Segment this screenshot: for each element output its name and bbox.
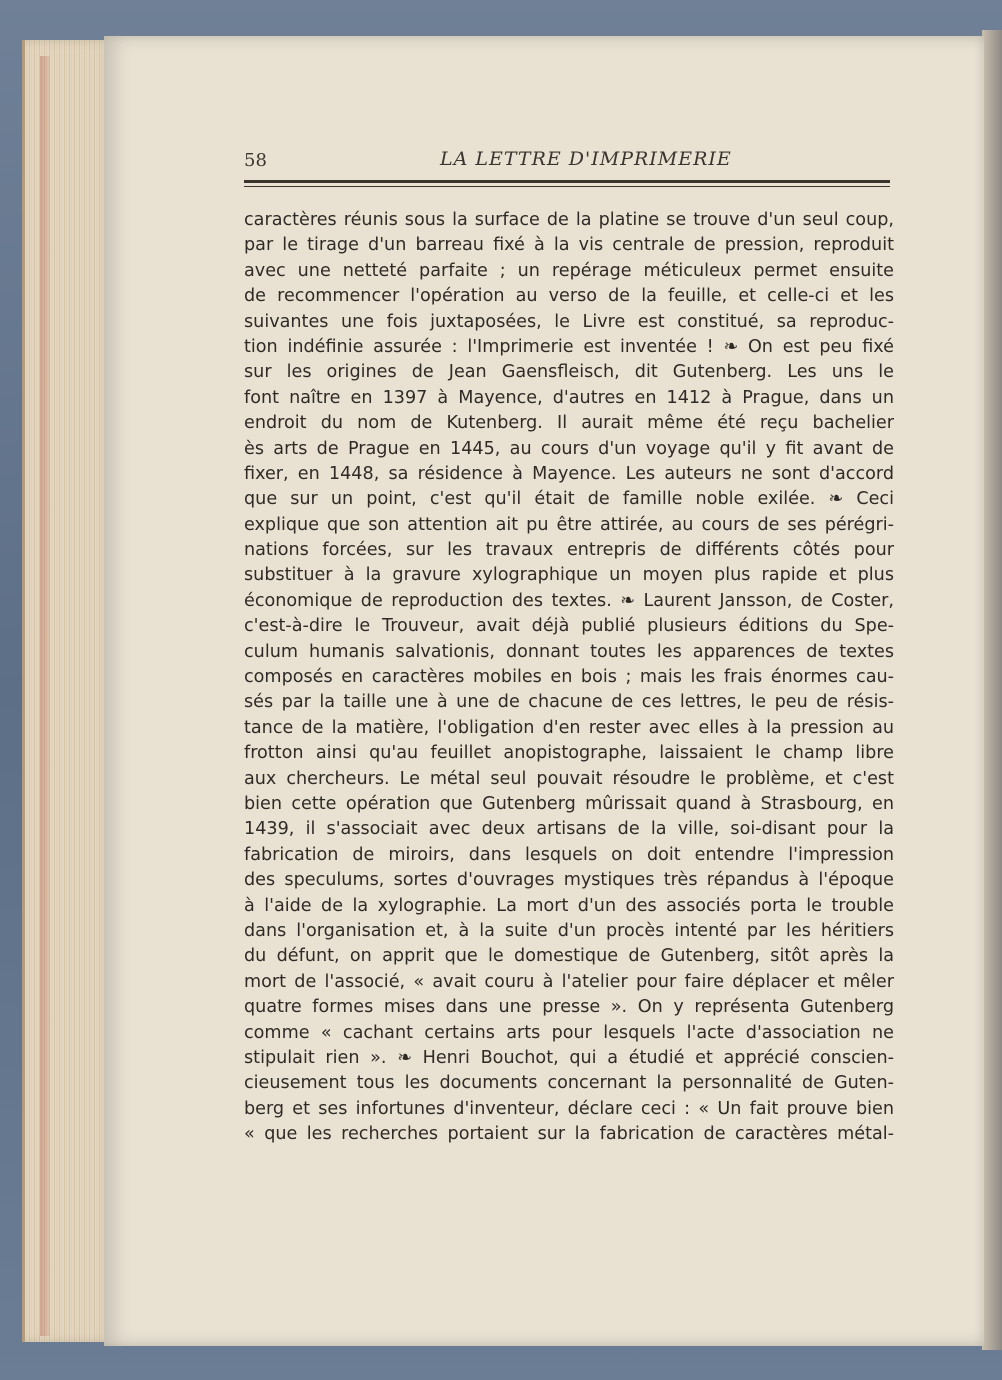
text-line: ès arts de Prague en 1445, au cours d'un voyage qu'il y fit avant de [244,438,894,459]
text-line: fixer, en 1448, sa résidence à Mayence. Les auteurs ne sont d'accord [244,463,894,484]
text-line: frotton ainsi qu'au feuillet anopistographe, laissaient le champ libre [244,743,894,764]
text-line: quatre formes mises dans une presse ». On y représenta Gutenberg [244,997,894,1018]
text-line: substituer à la gravure xylographique un moyen plus rapide et plus [244,565,894,586]
text-line: comme « cachant certains arts pour lesquels l'acte d'association ne [244,1022,894,1043]
text-line: avec une netteté parfaite ; un repérage méticuleux permet ensuite [244,260,894,281]
text-line: endroit du nom de Kutenberg. Il aurait même été reçu bachelier [244,413,894,434]
text-line: dans l'organisation et, à la suite d'un procès intenté par les héritiers [244,920,894,941]
text-line: c'est-à-dire le Trouveur, avait déjà publié plusieurs éditions du Spe- [244,616,894,637]
text-line: sur les origines de Jean Gaensfleisch, dit Gutenberg. Les uns le [244,362,894,383]
red-page-edge [40,56,50,1336]
text-line: sés par la taille une à une de chacune de ces lettres, le peu de résis- [244,692,894,713]
text-line: caractères réunis sous la surface de la platine se trouve d'un seul coup, [244,210,894,230]
text-line: nations forcées, sur les travaux entrepris de différents côtés pour [244,540,894,561]
text-line: 1439, il s'associait avec deux artisans de la ville, soi-disant pour la [244,819,894,840]
text-line: que sur un point, c'est qu'il était de famille noble exilée. ❧ Ceci [244,489,894,510]
body-text [244,208,894,1147]
text-line: mort de l'associé, « avait couru à l'atelier pour faire déplacer et mêler [244,971,894,992]
text-line: explique que son attention ait pu être attirée, au cours de ses pérégri- [244,514,894,535]
text-line: font naître en 1397 à Mayence, d'autres en 1412 à Prague, dans un [244,387,894,408]
text-line: fabrication de miroirs, dans lesquels on doit entendre l'impression [244,844,894,865]
text-line: berg et ses infortunes d'inventeur, déclare ceci : « Un fait prouve bien [244,1098,894,1119]
text-line: par le tirage d'un barreau fixé à la vis centrale de pression, reproduit [244,235,894,256]
header-rule [244,180,890,183]
text-line: de recommencer l'opération au verso de la feuille, et celle-ci et les [244,286,894,307]
text-line: à l'aide de la xylographie. La mort d'un des associés porta le trouble [244,895,894,916]
page-number: 58 [244,150,267,171]
text-line: des speculums, sortes d'ouvrages mystiques très répandus à l'époque [244,870,894,891]
cover-edge-right [982,30,1002,1350]
text-line: du défunt, on apprit que le domestique de Gutenberg, sitôt après la [244,946,894,967]
page-edges [22,40,113,1342]
text-line: « que les recherches portaient sur la fabrication de caractères métal- [244,1124,894,1145]
header-rule-thin [244,186,890,187]
text-line: stipulait rien ». ❧ Henri Bouchot, qui a étudié et apprécié conscien- [244,1047,894,1068]
text-line: composés en caractères mobiles en bois ; mais les frais énormes cau- [244,667,894,688]
text-line: aux chercheurs. Le métal seul pouvait résoudre le problème, et c'est [244,768,894,789]
text-line: bien cette opération que Gutenberg mûrissait quand à Strasbourg, en [244,793,894,814]
text-line: tance de la matière, l'obligation d'en rester avec elles à la pression au [244,717,894,738]
text-line: suivantes une fois juxtaposées, le Livre est constitué, sa reproduc- [244,311,894,332]
text-line: économique de reproduction des textes. ❧ Laurent Jansson, de Coster, [244,590,894,611]
page-header [244,146,892,176]
text-line: cieusement tous les documents concernant la personnalité de Guten- [244,1073,894,1094]
text-line: culum humanis salvationis, donnant toutes les apparences de textes [244,641,894,662]
running-title: LA LETTRE D'IMPRIMERIE [440,148,732,170]
text-line: tion indéfinie assurée : l'Imprimerie est inventée ! ❧ On est peu fixé [244,336,894,357]
